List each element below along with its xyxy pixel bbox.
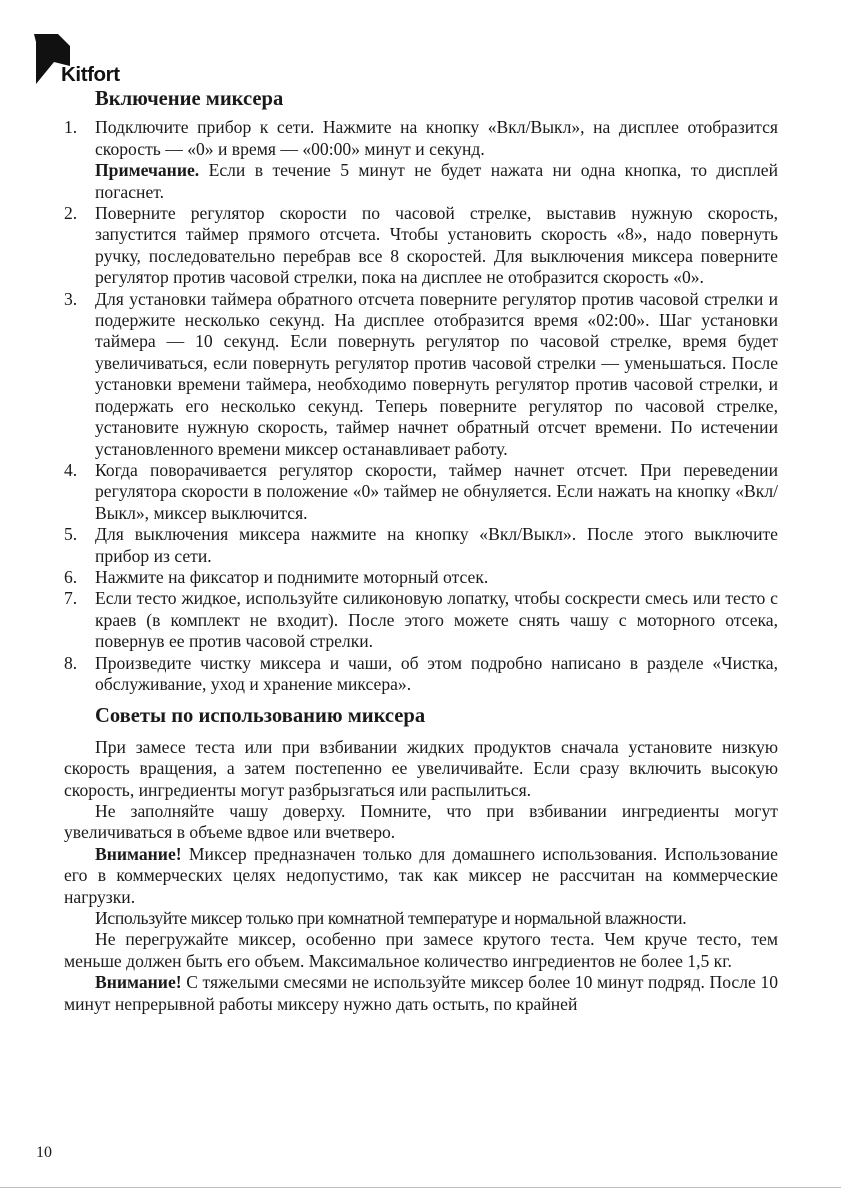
- warning-text: С тяжелыми смесями не используйте миксер более 10 минут подряд. После 10 минут непрерывной работы миксеру нужно дать остыть, по крайней: [64, 972, 778, 1014]
- list-item: [64, 567, 778, 588]
- paragraph: При замесе теста или при взбивании жидких продуктов сначала установите низкую скорость вращения, а затем постепенно ее увеличивайте. Если сразу включить высокую скорость, ингредиенты могут разбрызгаться или распылиться.: [64, 736, 778, 800]
- list-item-text: Когда поворачивается регулятор скорости, таймер начнет отсчет. При переведении регулятора скорости в положение «0» таймер не обнуляется. Если нажать на кнопку «Вкл/Выкл», миксер выключится.: [95, 459, 778, 523]
- instruction-list: [64, 117, 778, 695]
- list-item: [64, 653, 778, 696]
- note-text: Если в течение 5 минут не будет нажата ни одна кнопка, то дисплей погаснет.: [95, 160, 778, 202]
- list-item-text: Произведите чистку миксера и чаши, об этом подробно написано в разделе «Чистка, обслуживание, уход и хранение миксера».: [95, 652, 778, 694]
- list-item-text: Для выключения миксера нажмите на кнопку «Вкл/Выкл». После этого выключите прибор из сети.: [95, 524, 778, 566]
- list-item: [64, 203, 778, 289]
- warning-text: Миксер предназначен только для домашнего использования. Использование его в коммерческих целях недопустимо, так как миксер не рассчитан на коммерческие нагрузки.: [64, 843, 778, 907]
- section-heading-switching-on: Включение миксера: [95, 88, 284, 110]
- paragraph: Не перегружайте миксер, особенно при замесе крутого теста. Чем круче тесто, тем меньше должен быть его объем. Максимальное количество ингредиентов не более 1,5 кг.: [64, 929, 778, 971]
- paragraph: Не заполняйте чашу доверху. Помните, что при взбивании ингредиенты могут увеличиваться в объеме вдвое или вчетверо.: [64, 801, 778, 843]
- warning-paragraph: [64, 844, 778, 908]
- warning-label: Внимание!: [95, 843, 182, 864]
- warning-label: Внимание!: [95, 972, 182, 993]
- list-item-text: Подключите прибор к сети. Нажмите на кнопку «Вкл/Выкл», на дисплее отобразится скорость — «0» и время — «00:00» минут и секунд.: [95, 117, 778, 159]
- note: [95, 160, 778, 203]
- list-item: [64, 524, 778, 567]
- list-item: [64, 117, 778, 203]
- list-item: [64, 289, 778, 460]
- list-item-number: 6.: [64, 566, 78, 587]
- logo-text: Kitfort: [61, 63, 120, 86]
- list-item: [64, 460, 778, 524]
- page-number: 10: [36, 1144, 52, 1161]
- warning-paragraph: [64, 972, 778, 1015]
- kitfort-logo: [32, 34, 142, 90]
- list-item-number: 4.: [64, 459, 78, 480]
- note-label: Примечание.: [95, 160, 200, 181]
- list-item-number: 1.: [64, 117, 78, 138]
- list-item-number: 5.: [64, 524, 78, 545]
- list-item: [64, 588, 778, 652]
- page-bottom-rule: [0, 1187, 841, 1188]
- page-content: [64, 89, 778, 1015]
- list-item-text: Поверните регулятор скорости по часовой стрелке, выставив нужную скорость, запустится таймер прямого отсчета. Чтобы установить скорость «8», надо повернуть ручку, последовательно перебрав все 8 скоростей. Для выключения миксера поверните регулятор против часовой стрелки, пока на дисплее не отобразится скорость «0».: [95, 203, 778, 288]
- list-item-text: Если тесто жидкое, используйте силиконовую лопатку, чтобы соскрести смесь или тесто с краев (в комплект не входит). После этого можете снять чашу с моторного отсека, повернув ее против часовой стрелки.: [95, 588, 778, 652]
- list-item-number: 7.: [64, 588, 78, 609]
- list-item-number: 2.: [64, 203, 78, 224]
- paragraph: Используйте миксер только при комнатной температуре и нормальной влажности.: [95, 908, 687, 929]
- section-heading-usage-tips: Советы по использованию миксера: [95, 705, 426, 728]
- list-item-number: 8.: [64, 652, 78, 673]
- list-item-text: Для установки таймера обратного отсчета поверните регулятор против часовой стрелки и подержите несколько секунд. На дисплее отобразится время «02:00». Шаг установки таймера — 10 секунд. Если повернуть регулятор по часовой стрелке, время будет увеличиваться, если повернуть регулятор против часовой стрелки — уменьшаться. После установки времени таймера, необходимо повернуть регулятор против часовой стрелки, и подержать его несколько секунд. Теперь поверните регулятор по часовой стрелке, установите нужную скорость, таймер начнет обратный отсчет времени. По истечении установленного времени миксер останавливает работу.: [95, 288, 778, 459]
- list-item-text: Нажмите на фиксатор и поднимите моторный отсек.: [95, 566, 489, 587]
- list-item-number: 3.: [64, 288, 78, 309]
